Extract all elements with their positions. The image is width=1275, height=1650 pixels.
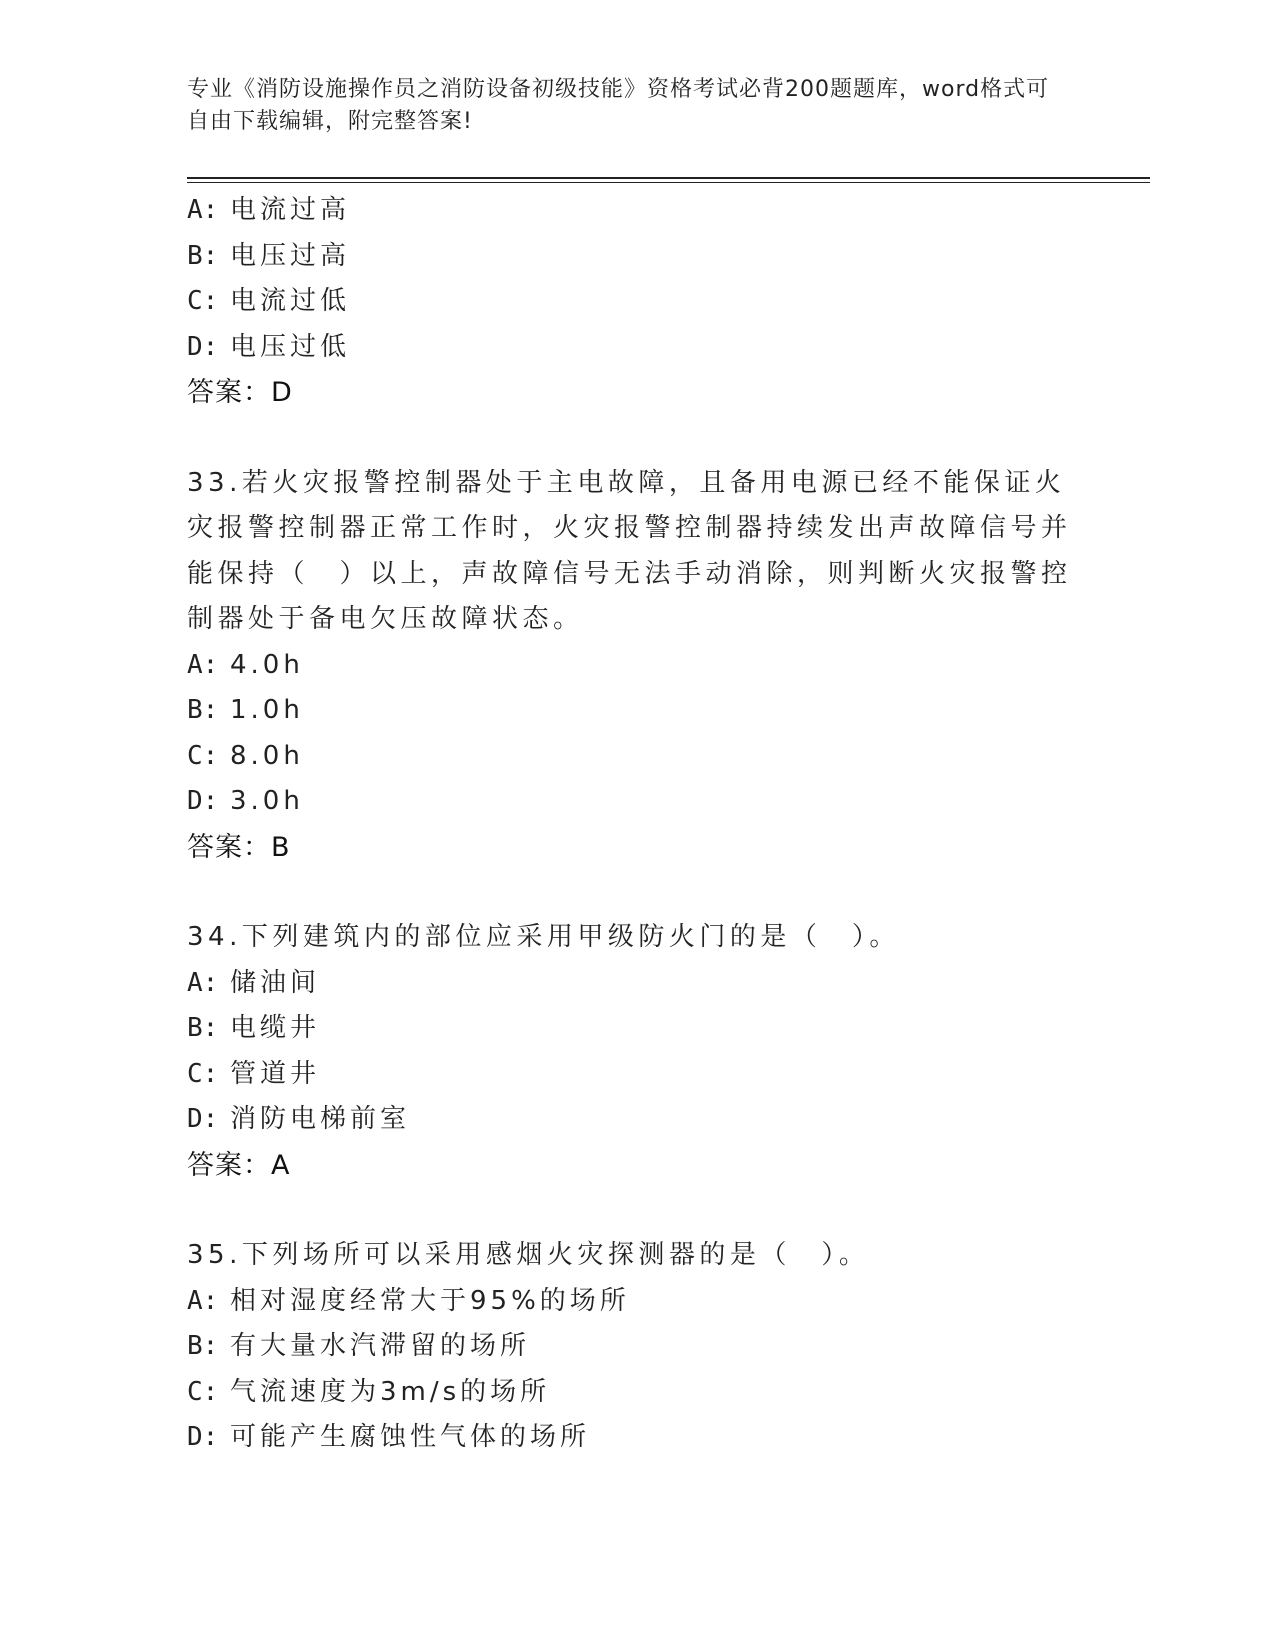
header-divider-thick <box>187 177 1150 179</box>
option-b: B: 电压过高 <box>187 240 351 271</box>
option-a: A: 电流过高 <box>187 195 351 225</box>
option-c: C: 8.0h <box>187 740 304 771</box>
document-header: 专业《消防设施操作员之消防设备初级技能》资格考试必背200题题库，word格式可自由下载编辑，附完整答案! <box>187 77 1050 134</box>
option-d: D: 消防电梯前室 <box>187 1104 411 1134</box>
option-b: B: 电缆井 <box>187 1013 321 1043</box>
option-c: C: 管道井 <box>187 1058 321 1089</box>
question-stem: 35.下列场所可以采用感烟火灾探测器的是（ ）。 <box>187 1240 870 1270</box>
question-content <box>187 188 1087 1461</box>
answer-line: 答案：B <box>187 831 291 863</box>
option-d: D: 3.0h <box>187 786 304 816</box>
question-block-35 <box>187 1233 1087 1461</box>
question-stem: 33.若火灾报警控制器处于主电故障，且备用电源已经不能保证火灾报警控制器正常工作时，火灾报警控制器持续发出声故障信号并能保持（ ）以上，声故障信号无法手动消除，则判断火灾报警控制器处于备电欠压故障状态。 <box>187 467 1072 634</box>
option-a: A: 4.0h <box>187 649 304 680</box>
answer-line: 答案：A <box>187 1149 291 1181</box>
header-divider-thin <box>187 182 1150 183</box>
question-stem: 34.下列建筑内的部位应采用甲级防火门的是（ ）。 <box>187 922 900 952</box>
option-d: D: 电压过低 <box>187 331 351 362</box>
option-a: A: 储油间 <box>187 967 321 998</box>
option-c: C: 电流过低 <box>187 286 351 316</box>
question-block-33 <box>187 461 1087 871</box>
option-b: B: 有大量水汽滞留的场所 <box>187 1331 531 1361</box>
option-a: A: 相对湿度经常大于95%的场所 <box>187 1285 630 1316</box>
option-c: C: 气流速度为3m/s的场所 <box>187 1376 551 1407</box>
prev-question-block <box>187 188 1087 416</box>
question-block-34 <box>187 915 1087 1188</box>
option-b: B: 1.0h <box>187 695 304 725</box>
answer-line: 答案：D <box>187 377 293 408</box>
option-d: D: 可能产生腐蚀性气体的场所 <box>187 1422 591 1452</box>
